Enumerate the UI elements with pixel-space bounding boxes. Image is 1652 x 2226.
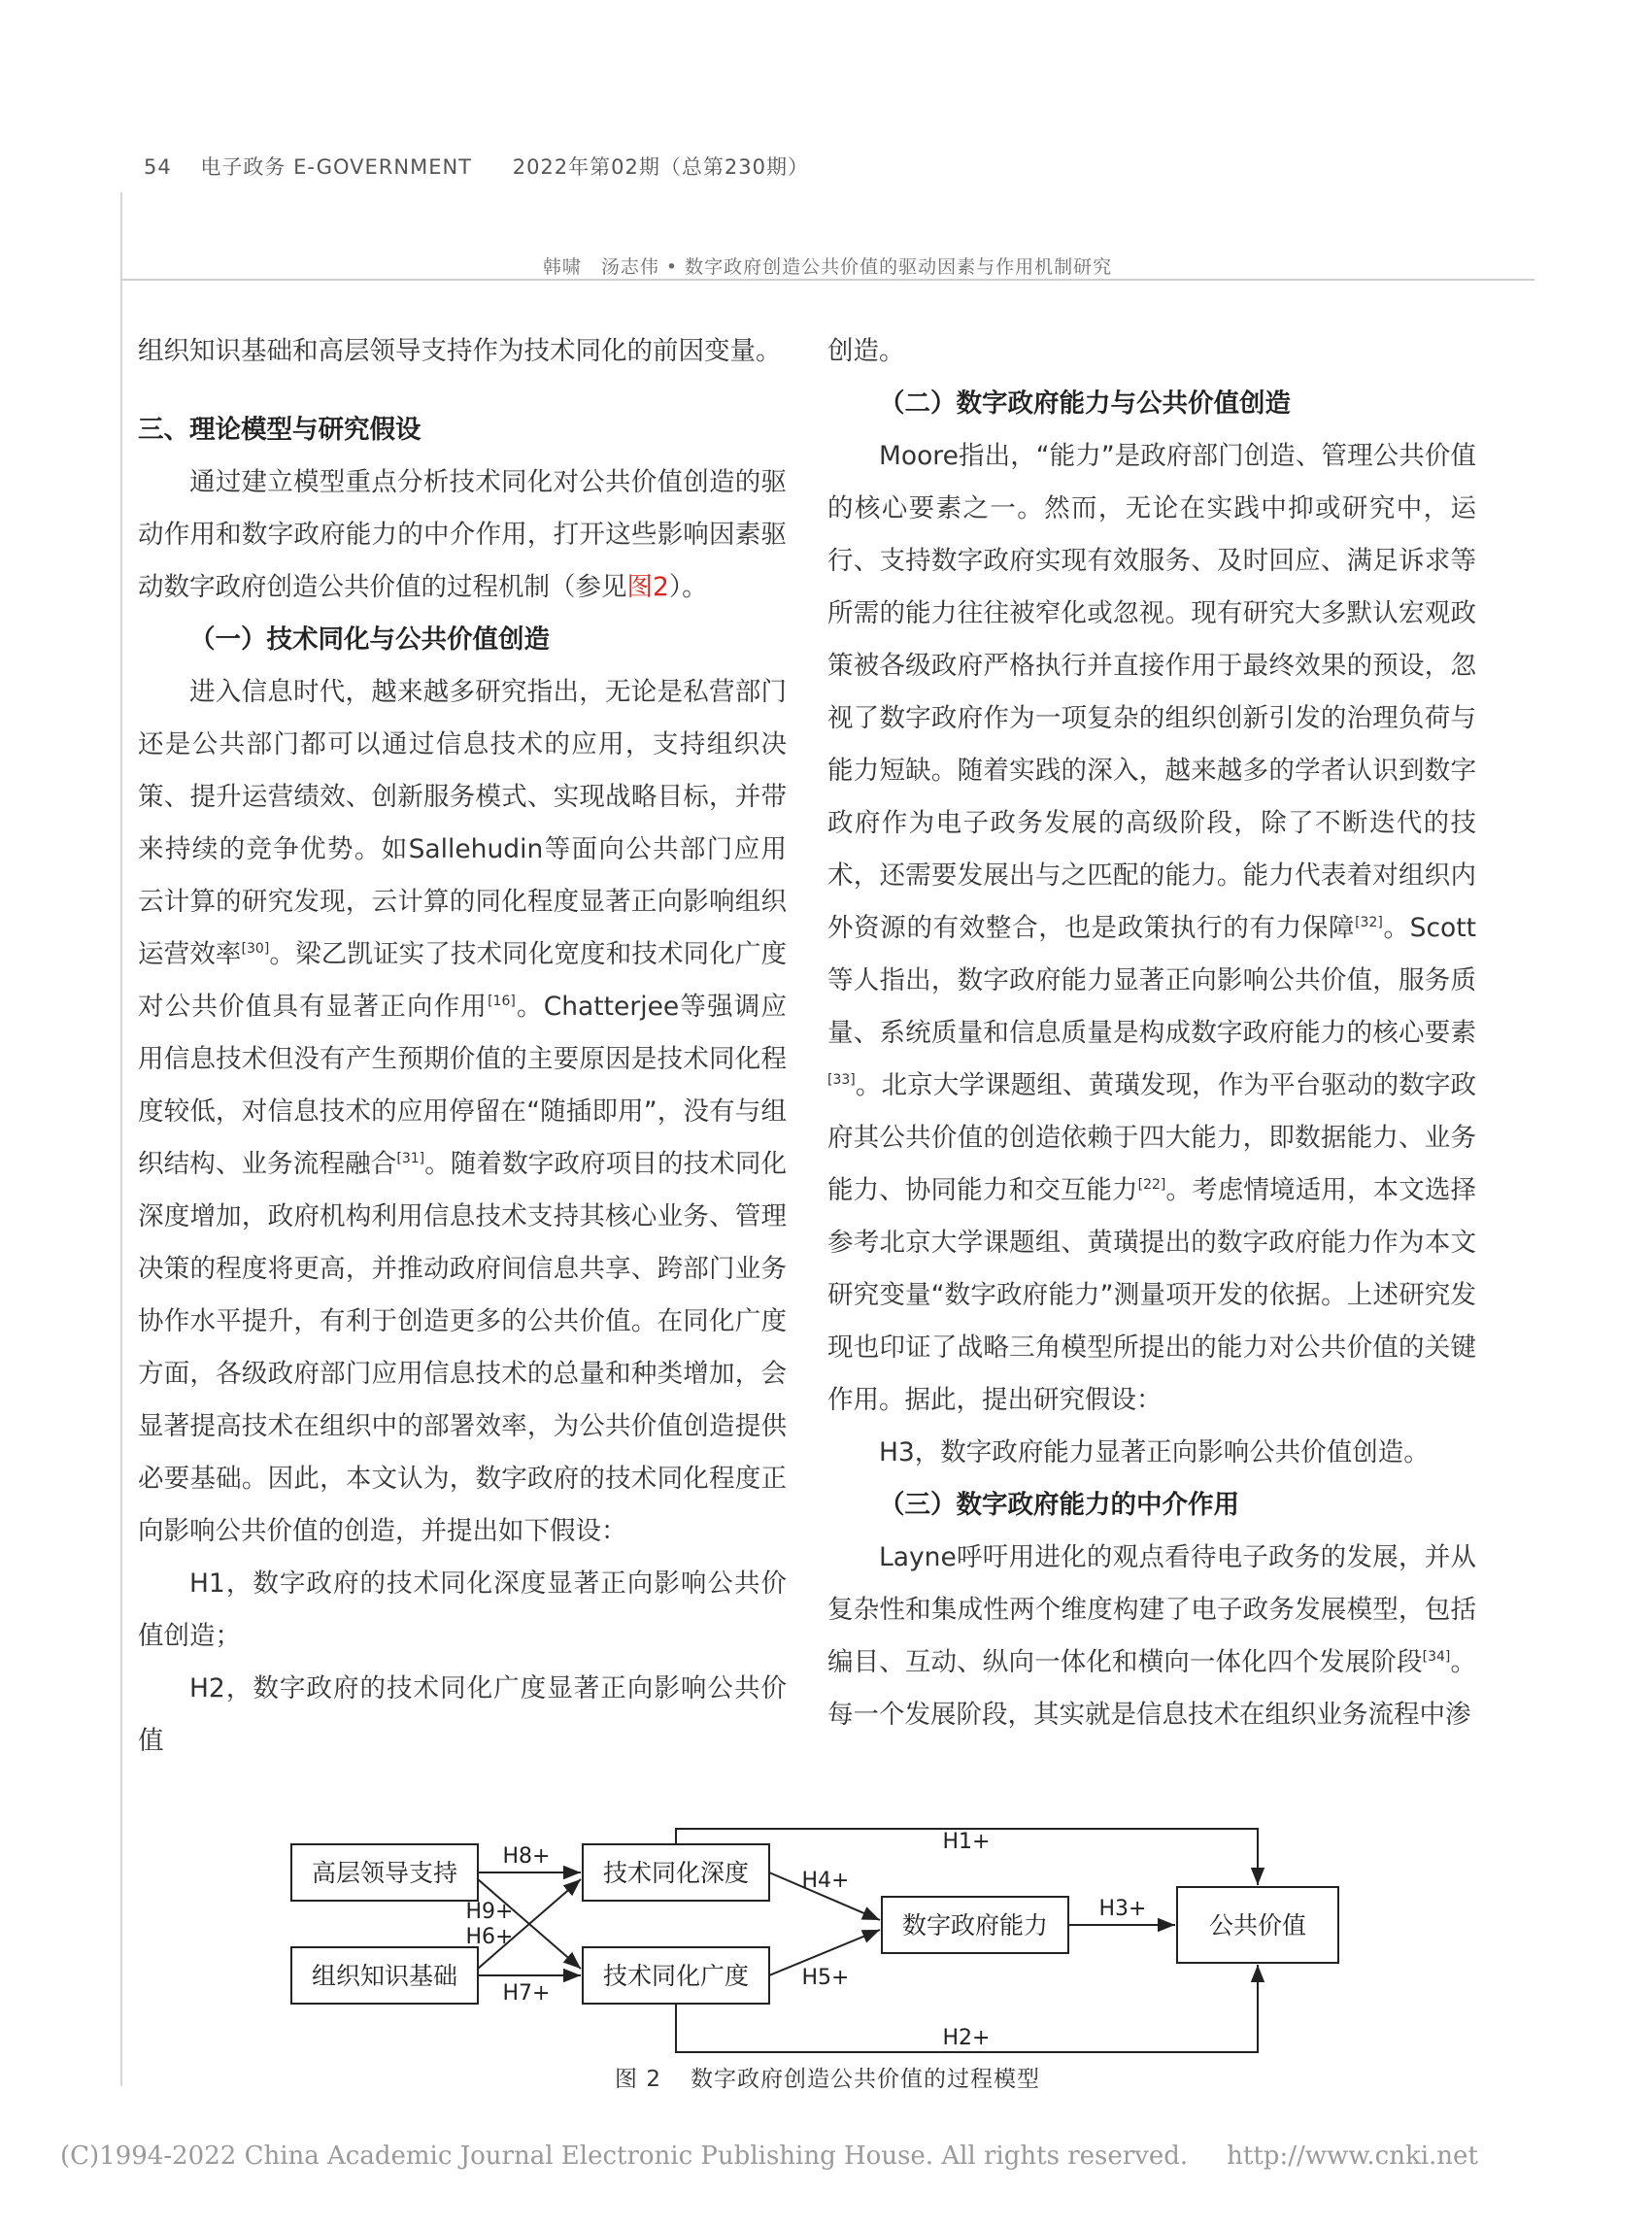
copyright-footer (60, 2142, 1478, 2171)
node-leadership: 高层领导支持 (311, 1859, 458, 1887)
header-rule (120, 279, 1534, 281)
citation[interactable]: [31] (396, 1151, 425, 1166)
node-knowledge: 组织知识基础 (311, 1962, 458, 1990)
node-value: 公共价值 (1208, 1911, 1307, 1939)
journal-name: 电子政务 E-GOVERNMENT (200, 155, 473, 179)
hypothesis-h2: H2，数字政府的技术同化广度显著正向影响公共价值 (138, 1673, 787, 1756)
figure-title: 数字政府创造公共价值的过程模型 (690, 2067, 1040, 2092)
right-column (827, 325, 1476, 1741)
edge-label-h8: H8+ (502, 1844, 551, 1869)
running-title: 韩啸 汤志伟 • 数字政府创造公共价值的驱动因素与作用机制研究 (542, 256, 1113, 278)
edge-label-h7: H7+ (502, 1981, 551, 2006)
page-number: 54 (144, 155, 172, 179)
diagram-svg (282, 1821, 1350, 2074)
subsection-heading: （三）数字政府能力的中介作用 (879, 1490, 1239, 1520)
figure-caption (120, 2061, 1534, 2093)
edge-label-h5: H5+ (801, 1966, 850, 1990)
citation[interactable]: [16] (488, 994, 516, 1009)
paragraph: 通过建立模型重点分析技术同化对公共价值创造的驱动作用和数字政府能力的中介作用，打开这些影响因素驱动数字政府创造公共价值的过程机制（参见图2）。 (138, 467, 787, 602)
paragraph: 组织知识基础和高层领导支持作为技术同化的前因变量。 (138, 336, 782, 366)
paragraph: 进入信息时代，越来越多研究指出，无论是私营部门还是公共部门都可以通过信息技术的应用，支持组织决策、提升运营绩效、创新服务模式、实现战略目标，并带来持续的竞争优势。如Sallehudin等面向公共部门应用云计算的研究发现，云计算的同化程度显著正向影响组织运营效率[30]。梁乙凯证实了技术同化宽度和技术同化广度对公共价值具有显著正向作用[16]。Chatterjee等强调应用信息技术但没有产生预期价值的主要原因是技术同化程度较低，对信息技术的应用停留在“随插即用”，没有与组织结构、业务流程融合[31]。随着数字政府项目的技术同化深度增加，政府机构利用信息技术支持其核心业务、管理决策的程度将更高，并推动政府间信息共享、跨部门业务协作水平提升，有利于创造更多的公共价值。在同化广度方面，各级政府部门应用信息技术的总量和种类增加，会显著提高技术在组织中的部署效率，为公共价值创造提供必要基础。因此，本文认为，数字政府的技术同化程度正向影响公共价值的创造，并提出如下假设： (138, 677, 788, 1546)
edge-label-h1: H1+ (942, 1830, 991, 1854)
paragraph: 创造。 (827, 336, 905, 366)
section-heading: 三、理论模型与研究假设 (138, 415, 421, 445)
edge-label-h2: H2+ (942, 2026, 991, 2050)
edge-label-h3: H3+ (1098, 1897, 1147, 1921)
copyright-text: (C)1994-2022 China Academic Journal Electronic Publishing House. All rights reserved. (60, 2142, 1189, 2171)
edge-label-h4: H4+ (801, 1869, 850, 1893)
edge-label-h6: H6+ (465, 1925, 514, 1949)
subsection-heading: （二）数字政府能力与公共价值创造 (879, 388, 1291, 419)
citation[interactable]: [34] (1422, 1649, 1451, 1665)
figure-link[interactable]: 图2 (626, 572, 669, 602)
citation[interactable]: [33] (827, 1072, 856, 1088)
hypothesis-h1: H1，数字政府的技术同化深度显著正向影响公共价值创造； (138, 1568, 787, 1651)
process-model-diagram (282, 1821, 1350, 2074)
issue-info: 2022年第02期（总第230期） (512, 155, 809, 179)
node-capability: 数字政府能力 (901, 1911, 1049, 1939)
left-column (138, 325, 787, 1768)
paragraph: Layne呼吁用进化的观点看待电子政务的发展，并从复杂性和集成性两个维度构建了电子政务发展模型，包括编目、互动、纵向一体化和横向一体化四个发展阶段[34]。每一个发展阶段，其实就是信息技术在组织业务流程中渗 (827, 1542, 1477, 1730)
citation[interactable]: [30] (241, 941, 270, 957)
citation[interactable]: [32] (1355, 915, 1383, 930)
node-breadth: 技术同化广度 (602, 1962, 750, 1990)
paragraph: Moore指出，“能力”是政府部门创造、管理公共价值的核心要素之一。然而，无论在实践中抑或研究中，运行、支持数字政府实现有效服务、及时回应、满足诉求等所需的能力往往被窄化或忽视。现有研究大多默认宏观政策被各级政府严格执行并直接作用于最终效果的预设，忽视了数字政府作为一项复杂的组织创新引发的治理负荷与能力短缺。随着实践的深入，越来越多的学者认识到数字政府作为电子政务发展的高级阶段，除了不断迭代的技术，还需要发展出与之匹配的能力。能力代表着对组织内外资源的有效整合，也是政策执行的有力保障[32]。Scott等人指出，数字政府能力显著正向影响公共价值，服务质量、系统质量和信息质量是构成数字政府能力的核心要素[33]。北京大学课题组、黄璜发现，作为平台驱动的数字政府其公共价值的创造依赖于四大能力，即数据能力、业务能力、协同能力和交互能力[22]。考虑情境适用，本文选择参考北京大学课题组、黄璜提出的数字政府能力作为本文研究变量“数字政府能力”测量项开发的依据。上述研究发现也印证了战略三角模型所提出的能力对公共价值的关键作用。据此，提出研究假设： (827, 441, 1477, 1415)
edge-label-h9: H9+ (465, 1900, 514, 1924)
node-depth: 技术同化深度 (602, 1859, 750, 1887)
margin-rule (120, 192, 122, 2086)
page-header (144, 152, 809, 181)
citation[interactable]: [22] (1137, 1177, 1166, 1193)
cnki-url[interactable]: http://www.cnki.net (1227, 2142, 1478, 2171)
hypothesis-h3: H3，数字政府能力显著正向影响公共价值创造。 (879, 1437, 1430, 1467)
subsection-heading: （一）技术同化与公共价值创造 (189, 624, 550, 655)
figure-number: 图 2 (615, 2067, 661, 2092)
